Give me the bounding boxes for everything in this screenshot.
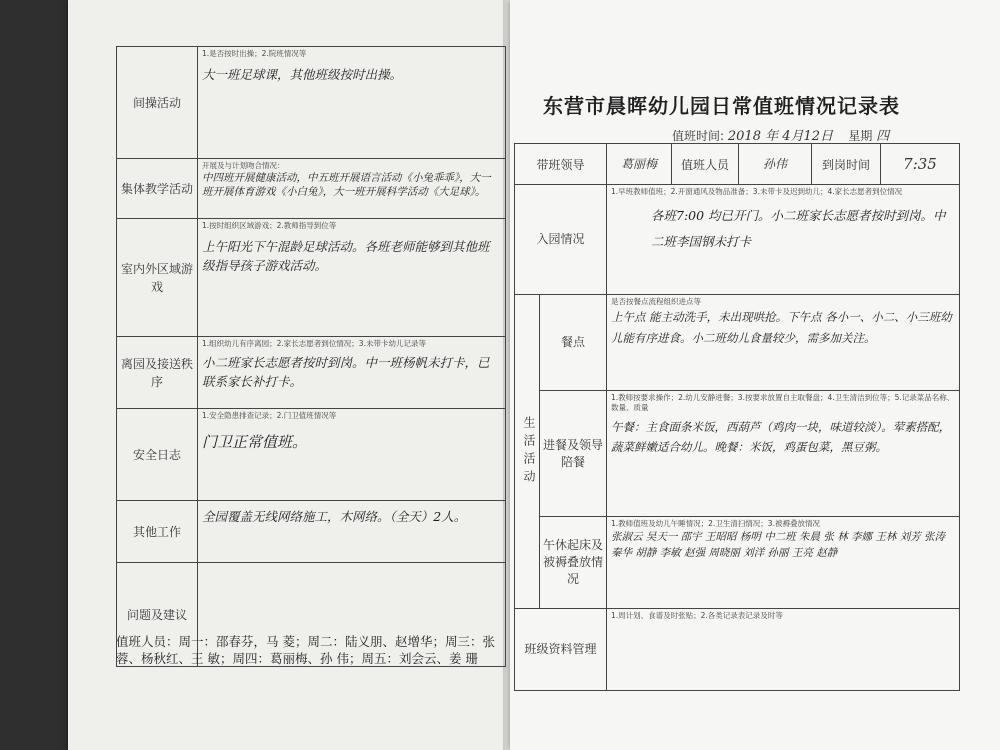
row-hint-safety-log: 1.安全隐患排查记录；2.门卫值班情况等 bbox=[202, 411, 337, 420]
duty-staff-list: 值班人员：周一：邵春芬，马 菱；周二：陆义朋、赵增华；周三：张 蓉、杨秋红、王 敏；周四：葛丽梅、孙 伟；周五：刘会云、姜 珊 bbox=[116, 634, 495, 666]
row-hint-departure: 1.组织幼儿有序离园；2.家长志愿者到位情况；3.未带卡幼儿记录等 bbox=[202, 339, 426, 348]
row-content-area-games bbox=[198, 219, 506, 337]
row-label-teaching: 集体教学活动 bbox=[117, 159, 198, 219]
row-handwriting-area-games: 上午阳光下午混龄足球活动。各班老师能够到其他班级指导孩子游戏活动。 bbox=[202, 239, 490, 273]
row-label-departure: 离园及接送秩序 bbox=[117, 337, 198, 409]
row-content-exercise bbox=[198, 47, 506, 159]
entry-handwriting: 各班7:00 均已开门。小二班家长志愿者按时到岗。中二班李国钢未打卡 bbox=[651, 208, 946, 249]
meal-content bbox=[607, 391, 960, 517]
arrival-time-value: 7:35 bbox=[881, 144, 960, 185]
staff-value: 孙伟 bbox=[739, 144, 812, 185]
page-title: 东营市晨晖幼儿园日常值班情况记录表 bbox=[543, 94, 900, 118]
row-handwriting-teaching: 中四班开展健康活动，中五班开展语言活动《小兔乖乖》，大一班开展体育游戏《小白兔》，大一班开展科学活动《大足球》。 bbox=[202, 172, 491, 198]
row-handwriting-safety-log: 门卫正常值班。 bbox=[202, 433, 308, 451]
weekday-value: 四 bbox=[876, 129, 890, 144]
nap-handwriting: 张淑云 吴天一 邵宇 王昭昭 杨明 中二班 朱晨 张 林 李娜 王林 刘芳 张涛 秦华 胡静 李敏 赵强 周晓丽 刘洋 孙丽 王亮 赵静 bbox=[611, 531, 946, 559]
row-label-area-games: 室内外区域游戏 bbox=[117, 219, 198, 337]
row-handwriting-exercise: 大一班足球课，其他班级按时出操。 bbox=[202, 67, 403, 82]
row-label-other-work: 其他工作 bbox=[117, 501, 198, 563]
row-content-safety-log bbox=[198, 409, 506, 501]
entry-label: 入园情况 bbox=[515, 185, 607, 295]
weekday-label: 星期 bbox=[848, 129, 873, 143]
row-content-teaching bbox=[198, 159, 506, 219]
snack-handwriting: 上午点 能主动洗手，未出现哄抢。下午点 各小一、小二、小三班幼儿能有序进食。小二班幼儿食量较少，需多加关注。 bbox=[611, 310, 952, 345]
row-content-other-work bbox=[198, 501, 506, 563]
row-hint-teaching: 开展及与计划吻合情况： bbox=[202, 161, 285, 170]
entry-hint: 1.早班教师值班；2.开窗通风及物品准备；3.未带卡及迟到幼儿；4.家长志愿者到位情况 bbox=[611, 187, 903, 196]
snack-content bbox=[607, 295, 960, 391]
row-hint-exercise: 1.是否按时出操；2.院班情况等 bbox=[202, 49, 307, 58]
files-content bbox=[607, 609, 960, 691]
snack-label: 餐点 bbox=[540, 295, 607, 391]
staff-label: 值班人员 bbox=[672, 144, 739, 185]
snack-hint: 是否按餐点流程组织进点等 bbox=[611, 297, 701, 306]
row-hint-area-games: 1.按时组织区域游戏；2.教师指导到位等 bbox=[202, 221, 337, 230]
row-handwriting-other-work: 全园覆盖无线网络施工，木网络。（全天）2人。 bbox=[202, 509, 467, 524]
meal-hint: 1.教师按要求操作；2.幼儿安静进餐；3.按要求放置自主取餐盘；4.卫生清洁到位等；5.记录菜品名称、数量、质量 bbox=[611, 393, 955, 412]
leader-label: 带班领导 bbox=[515, 144, 607, 185]
files-label: 班级资料管理 bbox=[515, 609, 607, 691]
life-activity-label: 生活活动 bbox=[515, 295, 540, 609]
row-content-departure bbox=[198, 337, 506, 409]
nap-content bbox=[607, 517, 960, 609]
row-label-exercise: 间操活动 bbox=[117, 47, 198, 159]
arrival-time-label: 到岗时间 bbox=[812, 144, 881, 185]
right-record-table bbox=[514, 143, 960, 691]
row-label-issues: 问题及建议 bbox=[117, 563, 198, 667]
row-handwriting-departure: 小二班家长志愿者按时到岗。中一班杨帆未打卡，已联系家长补打卡。 bbox=[202, 355, 490, 389]
date-value: 2018 年 4月12日 bbox=[727, 129, 834, 144]
meal-handwriting: 午餐：主食面条米饭，西葫芦（鸡肉一块，味道较淡）。荤素搭配，蔬菜鲜嫩适合幼儿。晚餐：米饭，鸡蛋包菜，黑豆粥。 bbox=[611, 420, 951, 454]
duty-date-bar bbox=[672, 125, 889, 144]
nap-hint: 1.教师值班及幼儿午睡情况；2.卫生清扫情况；3.被褥叠放情况 bbox=[611, 519, 820, 528]
entry-content bbox=[607, 185, 960, 295]
leader-value: 葛丽梅 bbox=[607, 144, 672, 185]
left-record-table bbox=[116, 46, 506, 667]
files-hint: 1.周计划、食谱及时张贴；2.各类记录表记录及时等 bbox=[611, 611, 783, 620]
date-label: 值班时间: bbox=[672, 129, 725, 143]
row-label-safety-log: 安全日志 bbox=[117, 409, 198, 501]
nap-label: 午休起床及被褥叠放情况 bbox=[540, 517, 607, 609]
meal-label: 进餐及领导陪餐 bbox=[540, 391, 607, 517]
